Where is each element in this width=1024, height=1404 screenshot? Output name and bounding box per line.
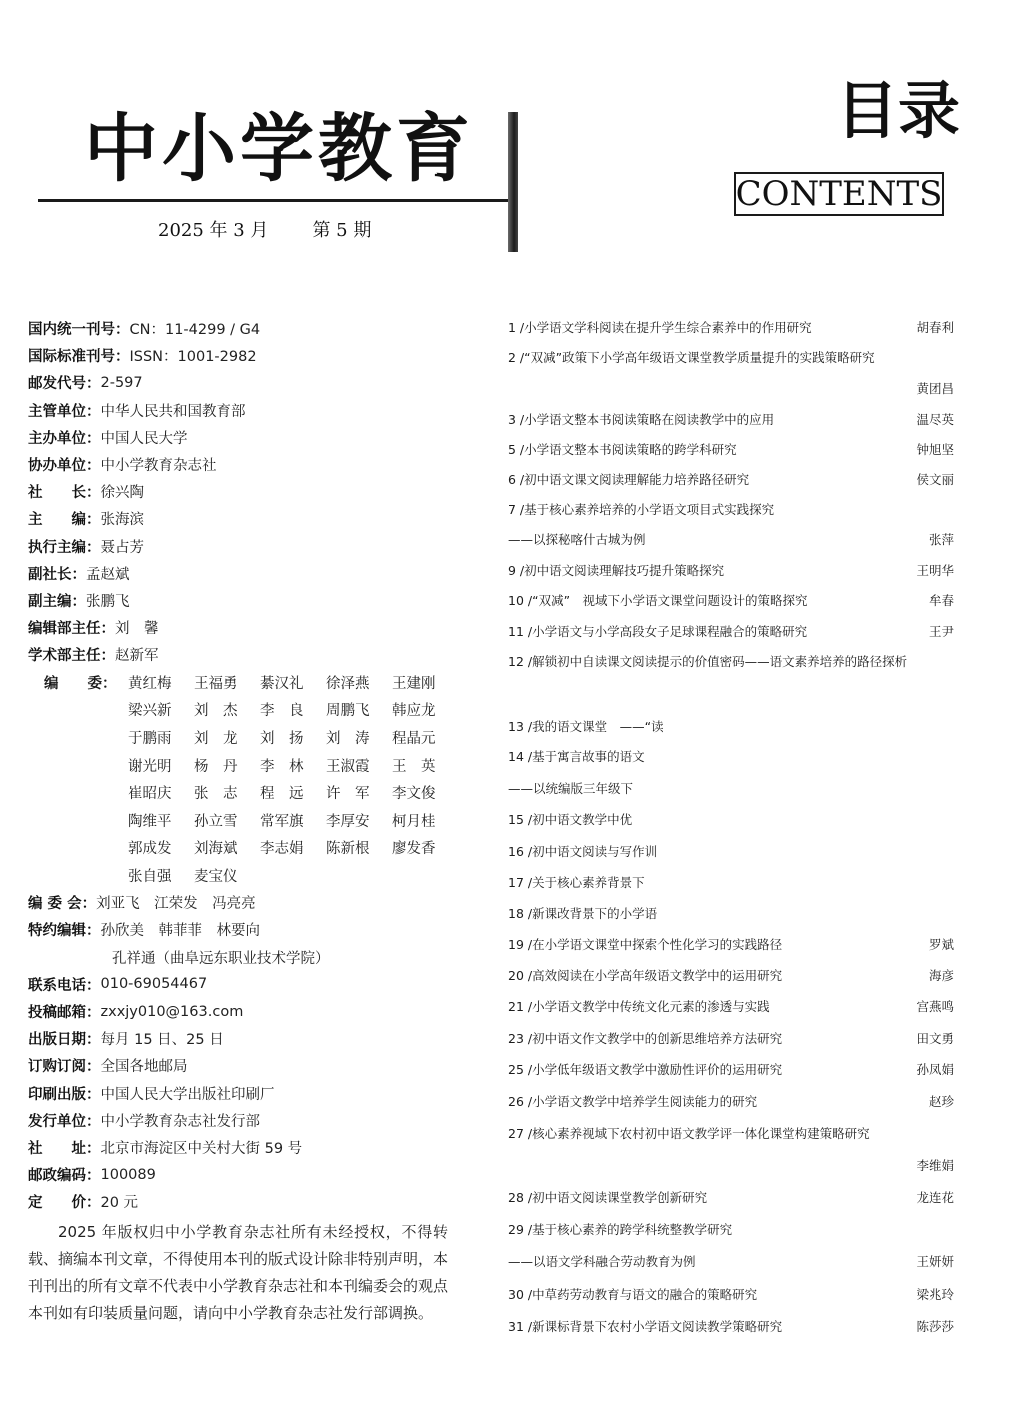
toc-page-number: 29 / <box>508 1222 533 1237</box>
editor-name: 李厚安 <box>326 813 370 830</box>
toc-entry <box>508 935 954 957</box>
editor-name: 李志娟 <box>260 841 304 858</box>
toc-article-title: ——以语文学科融合劳动教育为例 <box>508 1254 696 1269</box>
editor-name: 韩应龙 <box>392 703 436 720</box>
toc-article-title: 我的语文课堂 ——“读 <box>532 719 664 734</box>
editorial-board-names <box>128 668 458 889</box>
info-row <box>28 424 488 451</box>
editor-name: 程 远 <box>260 786 304 803</box>
info-value: 刘 馨 <box>115 621 159 638</box>
masthead-info <box>28 315 488 1215</box>
toc-page-number: 10 / <box>508 593 533 608</box>
toc-article-title: 初中语文作文教学中的创新思维培养方法研究 <box>532 1031 783 1046</box>
toc-page-number: 5 / <box>508 442 525 457</box>
info-label: 学术部主任： <box>28 648 115 665</box>
editor-name: 李 林 <box>260 758 304 775</box>
toc-article-title: ——以探秘喀什古城为例 <box>508 532 646 547</box>
toc-page-number: 3 / <box>508 412 525 427</box>
toc-article-title: 核心素养视域下农村初中语文教学评一体化课堂构建策略研究 <box>532 1126 870 1141</box>
toc-entry <box>508 591 954 613</box>
toc-entry <box>508 348 954 370</box>
toc-author: 温尽英 <box>916 412 954 427</box>
toc-entry <box>508 873 954 895</box>
toc-article-title: 初中语文阅读理解技巧提升策略探究 <box>524 563 725 578</box>
info-label: 印刷出版： <box>28 1086 101 1103</box>
info-value: 中小学教育杂志社 <box>100 458 217 475</box>
toc-page-number: 13 / <box>508 719 533 734</box>
info-value: 孔祥通（曲阜远东职业技术学院） <box>112 950 330 967</box>
editor-name: 王 英 <box>392 758 436 775</box>
toc-entry <box>508 318 954 340</box>
info-label: 订购订阅： <box>28 1059 101 1076</box>
toc-page-number: 25 / <box>508 1062 533 1077</box>
editor-name: 崔昭庆 <box>128 786 172 803</box>
editor-name: 梁兴新 <box>128 703 172 720</box>
toc-article-title: 小学语文与小学高段女子足球课程融合的策略研究 <box>532 624 808 639</box>
masthead-contact <box>28 889 488 1215</box>
issue-date: 2025 年 3 月 <box>158 220 269 241</box>
editorial-board-label: 编 委： <box>44 675 117 692</box>
toc-author: 王妍妍 <box>916 1254 954 1269</box>
issue-number: 第 5 期 <box>312 220 372 241</box>
toc-entry <box>508 966 954 988</box>
info-value: 100089 <box>100 1166 156 1183</box>
toc-entry <box>508 530 954 552</box>
info-row <box>28 1052 488 1079</box>
toc-entry <box>508 997 954 1019</box>
info-label: 社 址： <box>28 1140 101 1157</box>
toc-entry <box>508 1029 954 1051</box>
toc-entry <box>508 1156 954 1178</box>
toc-author: 龙连花 <box>916 1190 954 1205</box>
toc-entry <box>508 410 954 432</box>
editor-name: 柯月桂 <box>392 813 436 830</box>
info-label: 联系电话： <box>28 977 101 994</box>
info-label: 编 委 会： <box>28 896 97 913</box>
editor-name: 陈新根 <box>326 841 370 858</box>
toc-author: 张萍 <box>928 532 954 547</box>
info-row <box>28 1161 488 1188</box>
editor-name: 廖发香 <box>392 841 436 858</box>
toc-page-number: 20 / <box>508 968 533 983</box>
info-row <box>28 369 488 396</box>
editor-name: 于鹏雨 <box>128 730 172 747</box>
info-value: 中华人民共和国教育部 <box>100 403 246 420</box>
toc-article-title: 新课标背景下农村小学语文阅读教学策略研究 <box>532 1319 783 1334</box>
info-value: 聂占芳 <box>100 539 144 556</box>
info-value: 每月 15 日、25 日 <box>100 1032 224 1049</box>
editor-name: 刘 杰 <box>194 703 238 720</box>
info-label: 社 长： <box>28 485 101 502</box>
toc-page-number: 14 / <box>508 749 533 764</box>
info-row <box>28 315 488 342</box>
info-label: 编辑部主任： <box>28 621 115 638</box>
toc-page-number: 28 / <box>508 1190 533 1205</box>
vertical-bar <box>508 112 518 252</box>
toc-article-title: 基于核心素养的跨学科统整教学研究 <box>532 1222 733 1237</box>
editor-name: 麦宝仪 <box>194 868 238 885</box>
info-row <box>28 944 488 971</box>
toc-entry <box>508 1188 954 1210</box>
editor-name: 常军旗 <box>260 813 304 830</box>
toc-author: 牟春 <box>928 593 954 608</box>
toc-author: 王明华 <box>916 563 954 578</box>
editor-name: 陶维平 <box>128 813 172 830</box>
toc-article-title: 初中语文课文阅读理解能力培养路径研究 <box>524 472 750 487</box>
toc-article-title: 关于核心素养背景下 <box>532 875 645 890</box>
info-value: 20 元 <box>100 1195 139 1212</box>
toc-entry <box>508 717 954 739</box>
toc-article-title: 初中语文阅读与写作训 <box>532 844 658 859</box>
toc-entry <box>508 622 954 644</box>
info-row <box>28 533 488 560</box>
toc-author: 宫燕鸣 <box>916 999 954 1014</box>
info-label: 副社长： <box>28 566 86 583</box>
info-row <box>28 342 488 369</box>
toc-entry <box>508 440 954 462</box>
toc-author: 王尹 <box>928 624 954 639</box>
info-label: 国际标准刊号： <box>28 349 130 366</box>
info-value: CN：11-4299 / G4 <box>129 322 261 339</box>
toc-author: 罗斌 <box>928 937 954 952</box>
toc-article-title: “双减”政策下小学高年级语文课堂教学质量提升的实践策略研究 <box>524 350 875 365</box>
toc-page-number: 27 / <box>508 1126 533 1141</box>
editor-name: 王建刚 <box>392 675 436 692</box>
masthead-basic <box>28 315 488 668</box>
toc-page-number: 2 / <box>508 350 525 365</box>
editor-name: 许 军 <box>326 786 370 803</box>
toc-page-number: 17 / <box>508 875 533 890</box>
toc-entry <box>508 652 954 674</box>
info-value: 中国人民大学出版社印刷厂 <box>100 1086 275 1103</box>
issue-line <box>158 216 371 242</box>
info-label: 执行主编： <box>28 539 101 556</box>
toc-article-title: ——以统编版三年级下 <box>508 781 634 796</box>
toc-page-number: 26 / <box>508 1094 533 1109</box>
info-value: ISSN：1001-2982 <box>129 349 257 366</box>
toc-article-title: 在小学语文课堂中探索个性化学习的实践路径 <box>532 937 783 952</box>
toc-article-title: 小学低年级语文教学中激励性评价的运用研究 <box>532 1062 783 1077</box>
editor-name: 黄红梅 <box>128 675 172 692</box>
contents-heading-en: CONTENTS <box>735 174 943 214</box>
info-label: 出版日期： <box>28 1032 101 1049</box>
toc-author: 孙凤娟 <box>916 1062 954 1077</box>
toc-article-title: 小学语文教学中培养学生阅读能力的研究 <box>532 1094 758 1109</box>
toc-entry <box>508 500 954 522</box>
toc-entry <box>508 1317 954 1339</box>
info-row <box>28 478 488 505</box>
info-value: 中小学教育杂志社发行部 <box>100 1113 260 1130</box>
info-row <box>28 641 488 668</box>
info-label: 发行单位： <box>28 1113 101 1130</box>
info-row <box>28 889 488 916</box>
info-value: 刘亚飞 江荣发 冯亮亮 <box>96 896 256 913</box>
toc-entry <box>508 842 954 864</box>
editor-name: 张 志 <box>194 786 238 803</box>
editor-name: 谢光明 <box>128 758 172 775</box>
editor-name: 刘海斌 <box>194 841 238 858</box>
toc-page-number: 23 / <box>508 1031 533 1046</box>
info-row <box>28 1080 488 1107</box>
toc-entry <box>508 1220 954 1242</box>
editor-name: 李 良 <box>260 703 304 720</box>
toc-entry <box>508 561 954 583</box>
contents-heading-cn: 目录 <box>836 74 961 147</box>
info-value: zxxjy010@163.com <box>100 1003 244 1020</box>
editor-name: 刘 涛 <box>326 730 370 747</box>
editor-name: 杨 丹 <box>194 758 238 775</box>
toc-author: 陈莎莎 <box>916 1319 954 1334</box>
info-row <box>28 560 488 587</box>
info-value: 010-69054467 <box>100 976 208 993</box>
info-row <box>28 1107 488 1134</box>
toc-article-title: 基于寓言故事的语文 <box>532 749 645 764</box>
toc-entry <box>508 747 954 769</box>
info-row <box>28 451 488 478</box>
info-value: 孙欣美 韩菲菲 林要向 <box>100 923 260 940</box>
toc-author: 赵珍 <box>928 1094 954 1109</box>
info-row <box>28 916 488 943</box>
info-label: 特约编辑： <box>28 923 101 940</box>
editorial-board <box>28 668 488 889</box>
info-value: 张鹏飞 <box>86 593 130 610</box>
toc-page-number: 12 / <box>508 654 533 669</box>
toc-author: 田文勇 <box>916 1031 954 1046</box>
info-value: 全国各地邮局 <box>100 1059 188 1076</box>
info-row <box>28 971 488 998</box>
toc-article-title: 小学语文学科阅读在提升学生综合素养中的作用研究 <box>524 320 812 335</box>
toc-page-number: 21 / <box>508 999 533 1014</box>
editor-name: 程晶元 <box>392 730 436 747</box>
info-value: 中国人民大学 <box>100 430 188 447</box>
info-row <box>28 614 488 641</box>
info-row <box>28 1188 488 1215</box>
editor-name: 郭成发 <box>128 841 172 858</box>
toc-entry <box>508 1060 954 1082</box>
toc-article-title: 初中语文教学中优 <box>532 812 633 827</box>
toc-page-number: 9 / <box>508 563 525 578</box>
info-label: 邮政编码： <box>28 1168 101 1185</box>
toc-article-title: 小学语文教学中传统文化元素的渗透与实践 <box>532 999 770 1014</box>
toc-page-number: 6 / <box>508 472 525 487</box>
toc-author: 胡春利 <box>916 320 954 335</box>
toc-author: 钟旭坚 <box>916 442 954 457</box>
toc-page-number: 18 / <box>508 906 533 921</box>
toc-entry <box>508 470 954 492</box>
toc-page-number: 15 / <box>508 812 533 827</box>
toc-page-number: 16 / <box>508 844 533 859</box>
toc-article-title: 初中语文阅读课堂教学创新研究 <box>532 1190 708 1205</box>
info-value: 张海滨 <box>100 512 144 529</box>
editor-name: 孙立雪 <box>194 813 238 830</box>
editor-name: 綦汉礼 <box>260 675 304 692</box>
toc-author: 侯文丽 <box>916 472 954 487</box>
editor-name: 徐泽燕 <box>326 675 370 692</box>
toc-article-title: 小学语文整本书阅读策略的跨学科研究 <box>524 442 737 457</box>
info-label: 副主编： <box>28 593 86 610</box>
editor-name: 刘 龙 <box>194 730 238 747</box>
editor-name: 王福勇 <box>194 675 238 692</box>
toc-entry <box>508 810 954 832</box>
info-label: 主管单位： <box>28 403 101 420</box>
toc-page-number: 30 / <box>508 1287 533 1302</box>
info-label: 协办单位： <box>28 458 101 475</box>
toc-page-number: 7 / <box>508 502 525 517</box>
toc-entry <box>508 1124 954 1146</box>
info-row <box>28 998 488 1025</box>
toc-author: 梁兆玲 <box>916 1287 954 1302</box>
info-value: 2-597 <box>100 374 143 391</box>
toc-entry <box>508 379 954 401</box>
info-label: 主办单位： <box>28 430 101 447</box>
toc-entry <box>508 904 954 926</box>
info-label: 邮发代号： <box>28 376 101 393</box>
info-row <box>28 505 488 532</box>
toc-article-title: 新课改背景下的小学语 <box>532 906 658 921</box>
toc-article-title: 解锁初中自读课文阅读提示的价值密码——语文素养培养的路径探析 <box>532 654 908 669</box>
info-label: 定 价： <box>28 1195 101 1212</box>
toc-author: 李维娟 <box>916 1158 954 1173</box>
toc-article-title: 基于核心素养培养的小学语文项目式实践探究 <box>524 502 775 517</box>
info-value: 赵新军 <box>115 648 159 665</box>
info-row <box>28 587 488 614</box>
toc-page-number: 19 / <box>508 937 533 952</box>
editor-name: 刘 扬 <box>260 730 304 747</box>
journal-title: 中小学教育 <box>84 106 474 192</box>
toc-article-title: 中草药劳动教育与语文的融合的策略研究 <box>532 1287 758 1302</box>
toc-page-number: 11 / <box>508 624 533 639</box>
editor-name: 张自强 <box>128 868 172 885</box>
toc-page-number: 1 / <box>508 320 525 335</box>
toc-entry <box>508 1092 954 1114</box>
editor-name: 王淑霞 <box>326 758 370 775</box>
toc-author: 海彦 <box>928 968 954 983</box>
info-row <box>28 397 488 424</box>
toc-entry <box>508 779 954 801</box>
info-value: 北京市海淀区中关村大街 59 号 <box>100 1140 303 1157</box>
toc-page-number: 31 / <box>508 1319 533 1334</box>
toc-entry <box>508 1252 954 1274</box>
toc-article-title: “双减” 视域下小学语文课堂问题设计的策略探究 <box>532 593 808 608</box>
copyright-notice: 2025 年版权归中小学教育杂志社所有未经授权，不得转载、摘编本刊文章，不得使用本刊的版式设计除非特别声明，本刊刊出的所有文章不代表中小学教育杂志社和本刊编委会的观点本刊如有印装质量问题，请向中小学教育杂志社发行部调换。 <box>28 1223 449 1322</box>
toc-entry <box>508 1285 954 1307</box>
info-value: 孟赵斌 <box>86 566 130 583</box>
toc-article-title: 小学语文整本书阅读策略在阅读教学中的应用 <box>524 412 775 427</box>
info-label: 国内统一刊号： <box>28 322 130 339</box>
title-rule <box>38 199 514 202</box>
info-value: 徐兴陶 <box>100 485 144 502</box>
toc-article-title: 高效阅读在小学高年级语文教学中的运用研究 <box>532 968 783 983</box>
toc-author: 黄团昌 <box>916 381 954 396</box>
info-row <box>28 1025 488 1052</box>
editor-name: 李文俊 <box>392 786 436 803</box>
info-label: 主 编： <box>28 512 101 529</box>
info-label: 投稿邮箱： <box>28 1005 101 1022</box>
info-row <box>28 1134 488 1161</box>
editor-name: 周鹏飞 <box>326 703 370 720</box>
